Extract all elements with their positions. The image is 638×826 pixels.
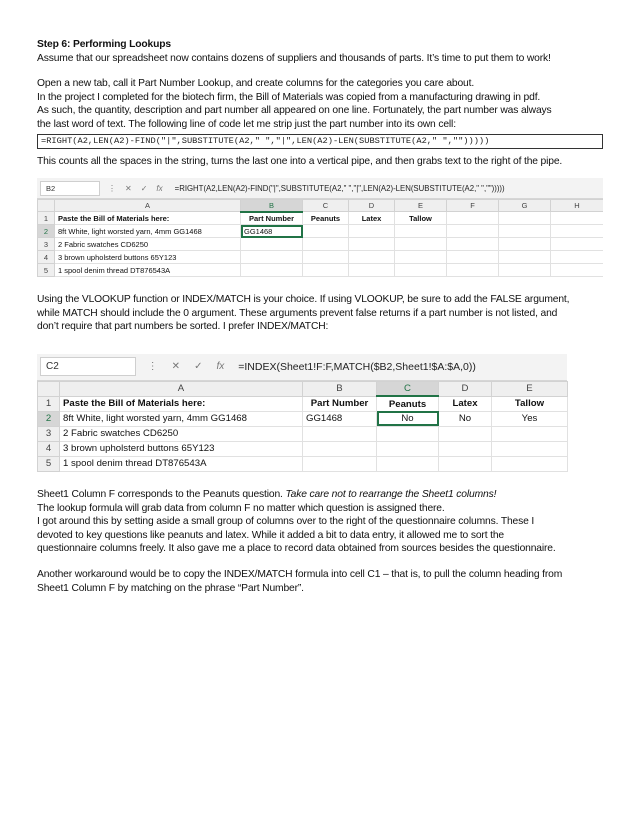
table-row [38,426,568,441]
more-options-icon: ⋮ [147,361,158,373]
paragraph-5-line-3: I got around this by setting aside a small group of columns over to the right of the questionnaire columns. These I [37,516,535,528]
paragraph-4-line-2: while MATCH should include the 0 argument. These arguments prevent false returns if a part number is not listed, and [37,307,558,319]
row-header[interactable]: 1 [38,396,60,411]
cell[interactable] [349,251,395,264]
cell[interactable] [551,225,604,238]
column-header[interactable]: B [241,200,303,212]
cell[interactable] [303,426,377,441]
cell[interactable] [447,251,499,264]
column-header-row [38,381,568,396]
row-header[interactable]: 3 [38,238,55,251]
enter-icon[interactable]: ✓ [140,183,148,193]
selected-cell[interactable]: No [377,411,439,426]
cell[interactable]: Paste the Bill of Materials here: [55,212,241,225]
cell[interactable] [447,238,499,251]
column-header[interactable]: A [55,200,241,212]
cell[interactable] [395,225,447,238]
cell[interactable] [551,238,604,251]
cell[interactable] [551,212,604,225]
cell[interactable] [395,264,447,277]
column-header[interactable]: E [395,200,447,212]
paragraph-2-line-2: In the project I completed for the biotech firm, the Bill of Materials was copied from a manufacturing drawing in pdf. [37,91,541,103]
table-row [38,264,604,277]
row-header[interactable]: 1 [38,212,55,225]
select-all-corner[interactable] [38,381,60,396]
cell[interactable] [439,441,492,456]
spreadsheet-screenshot-2 [37,354,567,472]
column-header[interactable]: C [377,381,439,396]
more-options-icon: ⋮ [108,183,116,193]
cell[interactable]: Tallow [492,396,568,411]
table-row [38,225,604,238]
paragraph-2-line-3: As such, the quantity, description and part number all appeared on one line. Fortunately, the part number was always [37,105,552,117]
cell[interactable] [499,212,551,225]
cell[interactable] [499,264,551,277]
cell[interactable] [439,456,492,471]
paragraph-5-line-2: The lookup formula will grab data from column F no matter which question is assigned there. [37,502,445,514]
cell[interactable] [551,264,604,277]
column-header[interactable]: H [551,200,604,212]
cell[interactable] [499,238,551,251]
row-header[interactable]: 3 [38,426,60,441]
paragraph-6-line-2: Sheet1 Column F by matching on the phrase “Part Number”. [37,582,304,594]
sheet-grid [37,381,568,472]
table-row [38,396,568,411]
name-box[interactable]: B2 [40,181,100,196]
paragraph-6-line-1: Another workaround would be to copy the INDEX/MATCH formula into cell C1 – that is, to pull the column heading from [37,568,563,580]
cell[interactable] [349,225,395,238]
intro-paragraph: Assume that our spreadsheet now contains dozens of suppliers and thousands of parts. It’s time to put them to work! [37,52,551,64]
table-row [38,441,568,456]
paragraph-5-line-5: questionnaire columns freely. It also gave me a place to record data obtained from sources besides the questionnaire. [37,543,556,555]
cell[interactable]: 8ft White, light worsted yarn, 4mm GG1468 [60,411,303,426]
formula-bar [37,178,603,199]
cell[interactable] [241,238,303,251]
cell[interactable]: Paste the Bill of Materials here: [60,396,303,411]
column-header[interactable]: B [303,381,377,396]
formula-input[interactable]: =RIGHT(A2,LEN(A2)-FIND("|",SUBSTITUTE(A2," ","|",LEN(A2)-LEN(SUBSTITUTE(A2," ",""))))) [174,183,505,193]
cell[interactable]: 2 Fabric swatches CD6250 [60,426,303,441]
cell[interactable]: GG1468 [303,411,377,426]
fx-icon[interactable]: fx [156,183,163,193]
cancel-icon[interactable]: ✕ [171,361,181,373]
paragraph-5-warning: Take care not to rearrange the Sheet1 columns! [285,488,497,500]
table-row [38,411,568,426]
cell[interactable] [395,251,447,264]
cell[interactable]: 3 brown upholsterd buttons 65Y123 [55,251,241,264]
cell[interactable] [492,426,568,441]
cell[interactable] [551,251,604,264]
paragraph-5-line-4: devoted to key questions like peanuts and latex. While it added a bit to data entry, it allowed me to sort the [37,529,504,541]
column-header[interactable]: E [492,381,568,396]
column-header-row [38,200,604,212]
row-header[interactable]: 2 [38,225,55,238]
code-formula-box: =RIGHT(A2,LEN(A2)-FIND("|",SUBSTITUTE(A2," ","|",LEN(A2)-LEN(SUBSTITUTE(A2," ",""))))) [37,134,603,149]
cell[interactable]: 1 spool denim thread DT876543A [60,456,303,471]
paragraph-4-line-3: don’t require that part numbers be sorted. I prefer INDEX/MATCH: [37,321,329,333]
column-header[interactable]: G [499,200,551,212]
table-row [38,251,604,264]
column-header[interactable]: A [60,381,303,396]
select-all-corner[interactable] [38,200,55,212]
spreadsheet-screenshot-1 [37,178,603,277]
selected-cell[interactable]: GG1468 [241,225,303,238]
formula-input[interactable]: =INDEX(Sheet1!F:F,MATCH($B2,Sheet1!$A:$A,0)) [238,360,476,373]
column-header[interactable]: D [439,381,492,396]
cell[interactable]: Part Number [303,396,377,411]
row-header[interactable]: 5 [38,456,60,471]
cell[interactable]: Latex [439,396,492,411]
cell[interactable]: Yes [492,411,568,426]
cell[interactable] [492,441,568,456]
cell[interactable] [241,264,303,277]
table-row [38,238,604,251]
cell[interactable]: Latex [349,212,395,225]
paragraph-2-line-1: Open a new tab, call it Part Number Lookup, and create columns for the categories you care about. [37,78,475,90]
formula-bar [37,354,567,381]
row-header[interactable]: 2 [38,411,60,426]
cell[interactable] [492,456,568,471]
cancel-icon[interactable]: ✕ [125,183,132,193]
cell[interactable]: Tallow [395,212,447,225]
cell[interactable] [499,251,551,264]
cell[interactable]: Peanuts [377,396,439,411]
cell[interactable] [303,238,349,251]
cell[interactable] [303,251,349,264]
paragraph-2-line-4: the last word of text. The following line of code let me strip just the part number into its own cell: [37,118,456,130]
fx-icon[interactable]: fx [216,361,225,373]
cell[interactable] [499,225,551,238]
cell[interactable] [303,441,377,456]
cell[interactable]: 1 spool denim thread DT876543A [55,264,241,277]
cell[interactable] [303,456,377,471]
section-heading: Step 6: Performing Lookups [37,39,171,50]
document-page [37,38,603,595]
cell[interactable]: Peanuts [303,212,349,225]
cell[interactable] [447,264,499,277]
paragraph-3: This counts all the spaces in the string, turns the last one into a vertical pipe, and then grabs text to the right of the pipe. [37,155,563,167]
row-header[interactable]: 4 [38,251,55,264]
cell[interactable] [349,264,395,277]
enter-icon[interactable]: ✓ [194,361,203,373]
paragraph-5-text: Sheet1 Column F corresponds to the Peanuts question. [37,488,286,500]
sheet-grid [37,199,603,277]
name-box[interactable]: C2 [40,357,136,376]
cell[interactable]: 2 Fabric swatches CD6250 [55,238,241,251]
cell[interactable] [377,426,439,441]
cell[interactable] [447,212,499,225]
cell[interactable]: No [439,411,492,426]
cell[interactable]: 3 brown upholsterd buttons 65Y123 [60,441,303,456]
row-header[interactable]: 4 [38,441,60,456]
cell[interactable] [241,251,303,264]
cell[interactable] [303,264,349,277]
column-header[interactable]: F [447,200,499,212]
cell[interactable] [395,238,447,251]
row-header[interactable]: 5 [38,264,55,277]
paragraph-4-line-1: Using the VLOOKUP function or INDEX/MATCH is your choice. If using VLOOKUP, be sure to add the FALSE argument, [37,294,570,306]
paragraph-5-line-1 [37,488,603,502]
table-row [38,456,568,471]
cell[interactable] [303,225,349,238]
cell[interactable] [377,456,439,471]
cell[interactable]: Part Number [241,212,303,225]
cell[interactable] [439,426,492,441]
column-header[interactable]: C [303,200,349,212]
table-row [38,212,604,225]
cell[interactable] [447,225,499,238]
column-header[interactable]: D [349,200,395,212]
cell[interactable] [377,441,439,456]
cell[interactable] [349,238,395,251]
cell[interactable]: 8ft White, light worsted yarn, 4mm GG1468 [55,225,241,238]
